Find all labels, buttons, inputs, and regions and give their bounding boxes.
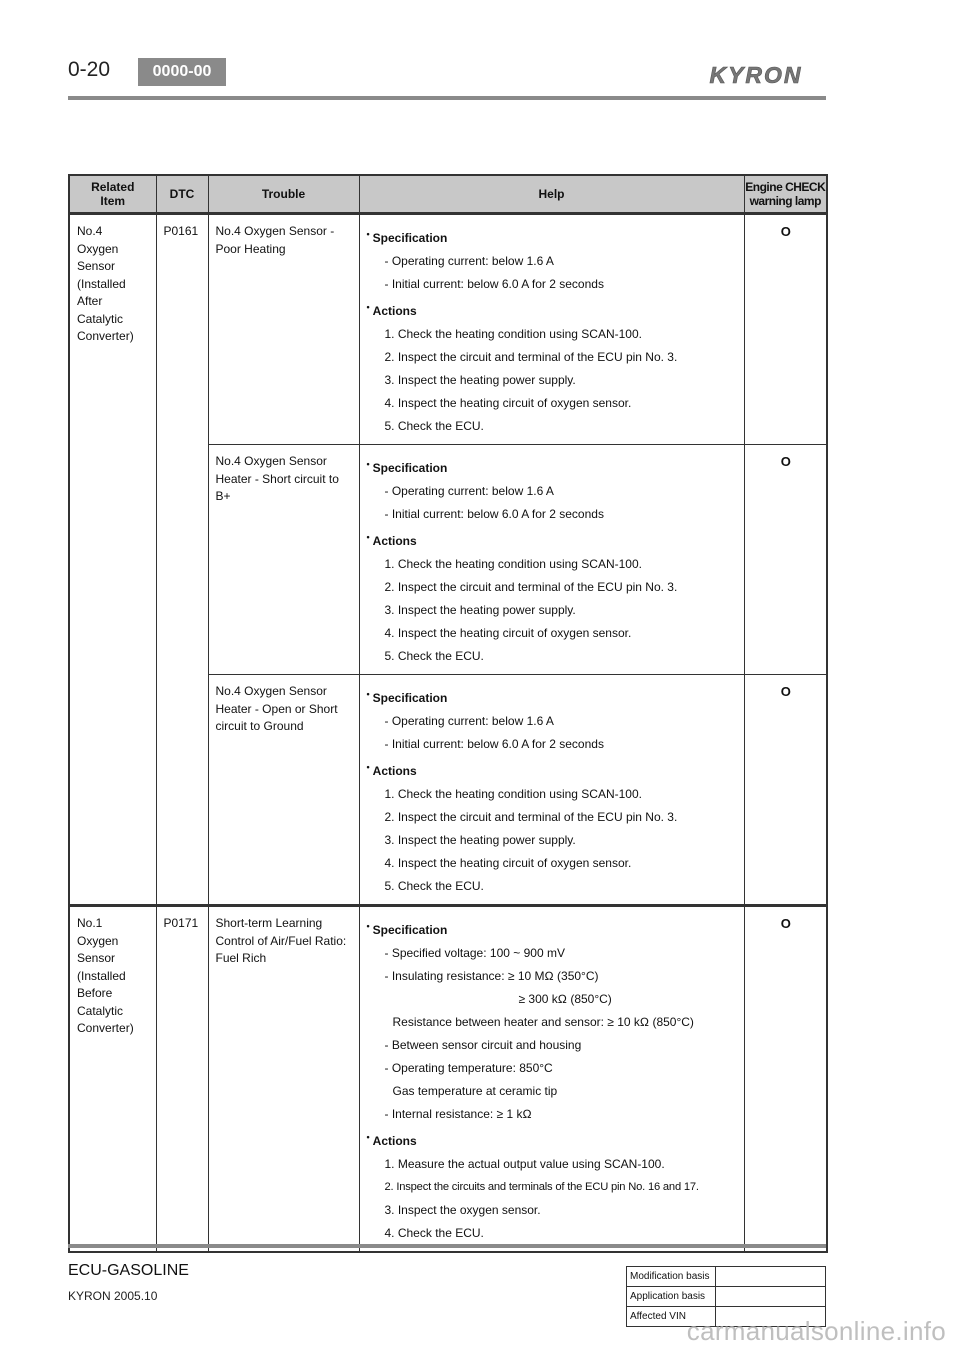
action-line: 1. Check the heating condition using SCAN-100. xyxy=(384,787,642,801)
spec-line: - Internal resistance: ≥ 1 kΩ xyxy=(384,1107,532,1121)
actions-heading: • Actions xyxy=(367,756,738,783)
action-line: 4. Inspect the heating circuit of oxygen sensor. xyxy=(384,396,632,410)
spec-heading: • Specification xyxy=(367,683,738,710)
col-trouble: Trouble xyxy=(208,175,359,214)
spec-line: - Operating current: below 1.6 A xyxy=(384,714,554,728)
spec-line: - Operating current: below 1.6 A xyxy=(384,254,554,268)
lamp-cell: O xyxy=(744,445,827,675)
spec-line: - Initial current: below 6.0 A for 2 seconds xyxy=(384,507,604,521)
action-line: 5. Check the ECU. xyxy=(384,879,484,893)
trouble-cell: No.4 Oxygen Sensor Heater - Short circuit to B+ xyxy=(208,445,359,675)
spec-heading: • Specification xyxy=(367,223,738,250)
lamp-cell: O xyxy=(744,214,827,445)
lamp-cell: O xyxy=(744,906,827,1253)
spec-line: - Insulating resistance: ≥ 10 MΩ (350°C) xyxy=(384,969,599,983)
related-item-cell: No.1 Oxygen Sensor (Installed Before Catalytic Converter) xyxy=(69,906,156,1253)
page-number: 0-20 xyxy=(68,58,111,81)
brand-logo xyxy=(686,62,826,88)
action-line: 2. Inspect the circuit and terminal of the ECU pin No. 3. xyxy=(384,810,678,824)
spec-line: Resistance between heater and sensor: ≥ 10 kΩ (850°C) xyxy=(392,1015,694,1029)
col-lamp: Engine CHECK warning lamp xyxy=(744,175,827,214)
basis-row xyxy=(627,1267,826,1287)
action-line: 2. Inspect the circuit and terminal of the ECU pin No. 3. xyxy=(384,350,678,364)
spec-line: - Between sensor circuit and housing xyxy=(384,1038,582,1052)
dtc-cell: P0161 xyxy=(156,214,208,906)
action-line: 4. Inspect the heating circuit of oxygen sensor. xyxy=(384,856,632,870)
trouble-cell: No.4 Oxygen Sensor - Poor Heating xyxy=(208,214,359,445)
basis-label: Application basis xyxy=(627,1287,716,1307)
basis-value xyxy=(716,1287,826,1307)
action-line: 4. Check the ECU. xyxy=(384,1226,484,1240)
spec-line: - Specified voltage: 100 ~ 900 mV xyxy=(384,946,565,960)
basis-value xyxy=(716,1267,826,1287)
action-line: 1. Check the heating condition using SCAN-100. xyxy=(384,327,642,341)
basis-row xyxy=(627,1287,826,1307)
diagnostic-table xyxy=(68,174,828,1253)
col-dtc: DTC xyxy=(156,175,208,214)
action-line: 3. Inspect the oxygen sensor. xyxy=(384,1203,541,1217)
action-line: 5. Check the ECU. xyxy=(384,649,484,663)
spec-line: ≥ 300 kΩ (850°C) xyxy=(518,992,612,1006)
action-line: 3. Inspect the heating power supply. xyxy=(384,373,576,387)
table-row xyxy=(69,214,827,445)
spec-line: - Initial current: below 6.0 A for 2 seconds xyxy=(384,277,604,291)
help-cell xyxy=(359,445,744,675)
help-cell xyxy=(359,214,744,445)
spec-line: - Initial current: below 6.0 A for 2 seconds xyxy=(384,737,604,751)
spec-line: - Operating temperature: 850°C xyxy=(384,1061,553,1075)
action-line: 2. Inspect the circuits and terminals of the ECU pin No. 16 and 17. xyxy=(384,1181,699,1193)
spec-heading: • Specification xyxy=(367,453,738,480)
col-related-item: Related Item xyxy=(69,175,156,214)
spec-line: Gas temperature at ceramic tip xyxy=(392,1084,558,1098)
table-row xyxy=(69,906,827,1253)
watermark: carmanualsonline.info xyxy=(686,1316,946,1346)
actions-heading: • Actions xyxy=(367,296,738,323)
action-line: 5. Check the ECU. xyxy=(384,419,484,433)
basis-label: Modification basis xyxy=(627,1267,716,1287)
trouble-cell: No.4 Oxygen Sensor Heater - Open or Short circuit to Ground xyxy=(208,675,359,906)
related-item-cell: No.4 Oxygen Sensor (Installed After Catalytic Converter) xyxy=(69,214,156,906)
lamp-cell: O xyxy=(744,675,827,906)
col-help: Help xyxy=(359,175,744,214)
spec-line: - Operating current: below 1.6 A xyxy=(384,484,554,498)
table-header-row xyxy=(69,175,827,214)
action-line: 1. Check the heating condition using SCAN-100. xyxy=(384,557,642,571)
action-line: 1. Measure the actual output value using SCAN-100. xyxy=(384,1157,665,1171)
dtc-cell: P0171 xyxy=(156,906,208,1253)
actions-heading: • Actions xyxy=(367,526,738,553)
action-line: 2. Inspect the circuit and terminal of the ECU pin No. 3. xyxy=(384,580,678,594)
svg-text:KYRON: KYRON xyxy=(709,62,803,88)
trouble-cell: Short-term Learning Control of Air/Fuel Ratio: Fuel Rich xyxy=(208,906,359,1253)
footer-rule xyxy=(68,1244,826,1248)
footer-subtitle: KYRON 2005.10 xyxy=(68,1289,158,1303)
footer-title: ECU-GASOLINE xyxy=(68,1262,189,1279)
section-code-badge: 0000-00 xyxy=(138,58,226,86)
basis-label: Affected VIN xyxy=(627,1307,716,1327)
actions-heading: • Actions xyxy=(367,1126,738,1153)
spec-heading: • Specification xyxy=(367,915,738,942)
action-line: 4. Inspect the heating circuit of oxygen sensor. xyxy=(384,626,632,640)
header-rule xyxy=(68,96,826,100)
action-line: 3. Inspect the heating power supply. xyxy=(384,833,576,847)
help-cell xyxy=(359,675,744,906)
action-line: 3. Inspect the heating power supply. xyxy=(384,603,576,617)
help-cell xyxy=(359,906,744,1253)
